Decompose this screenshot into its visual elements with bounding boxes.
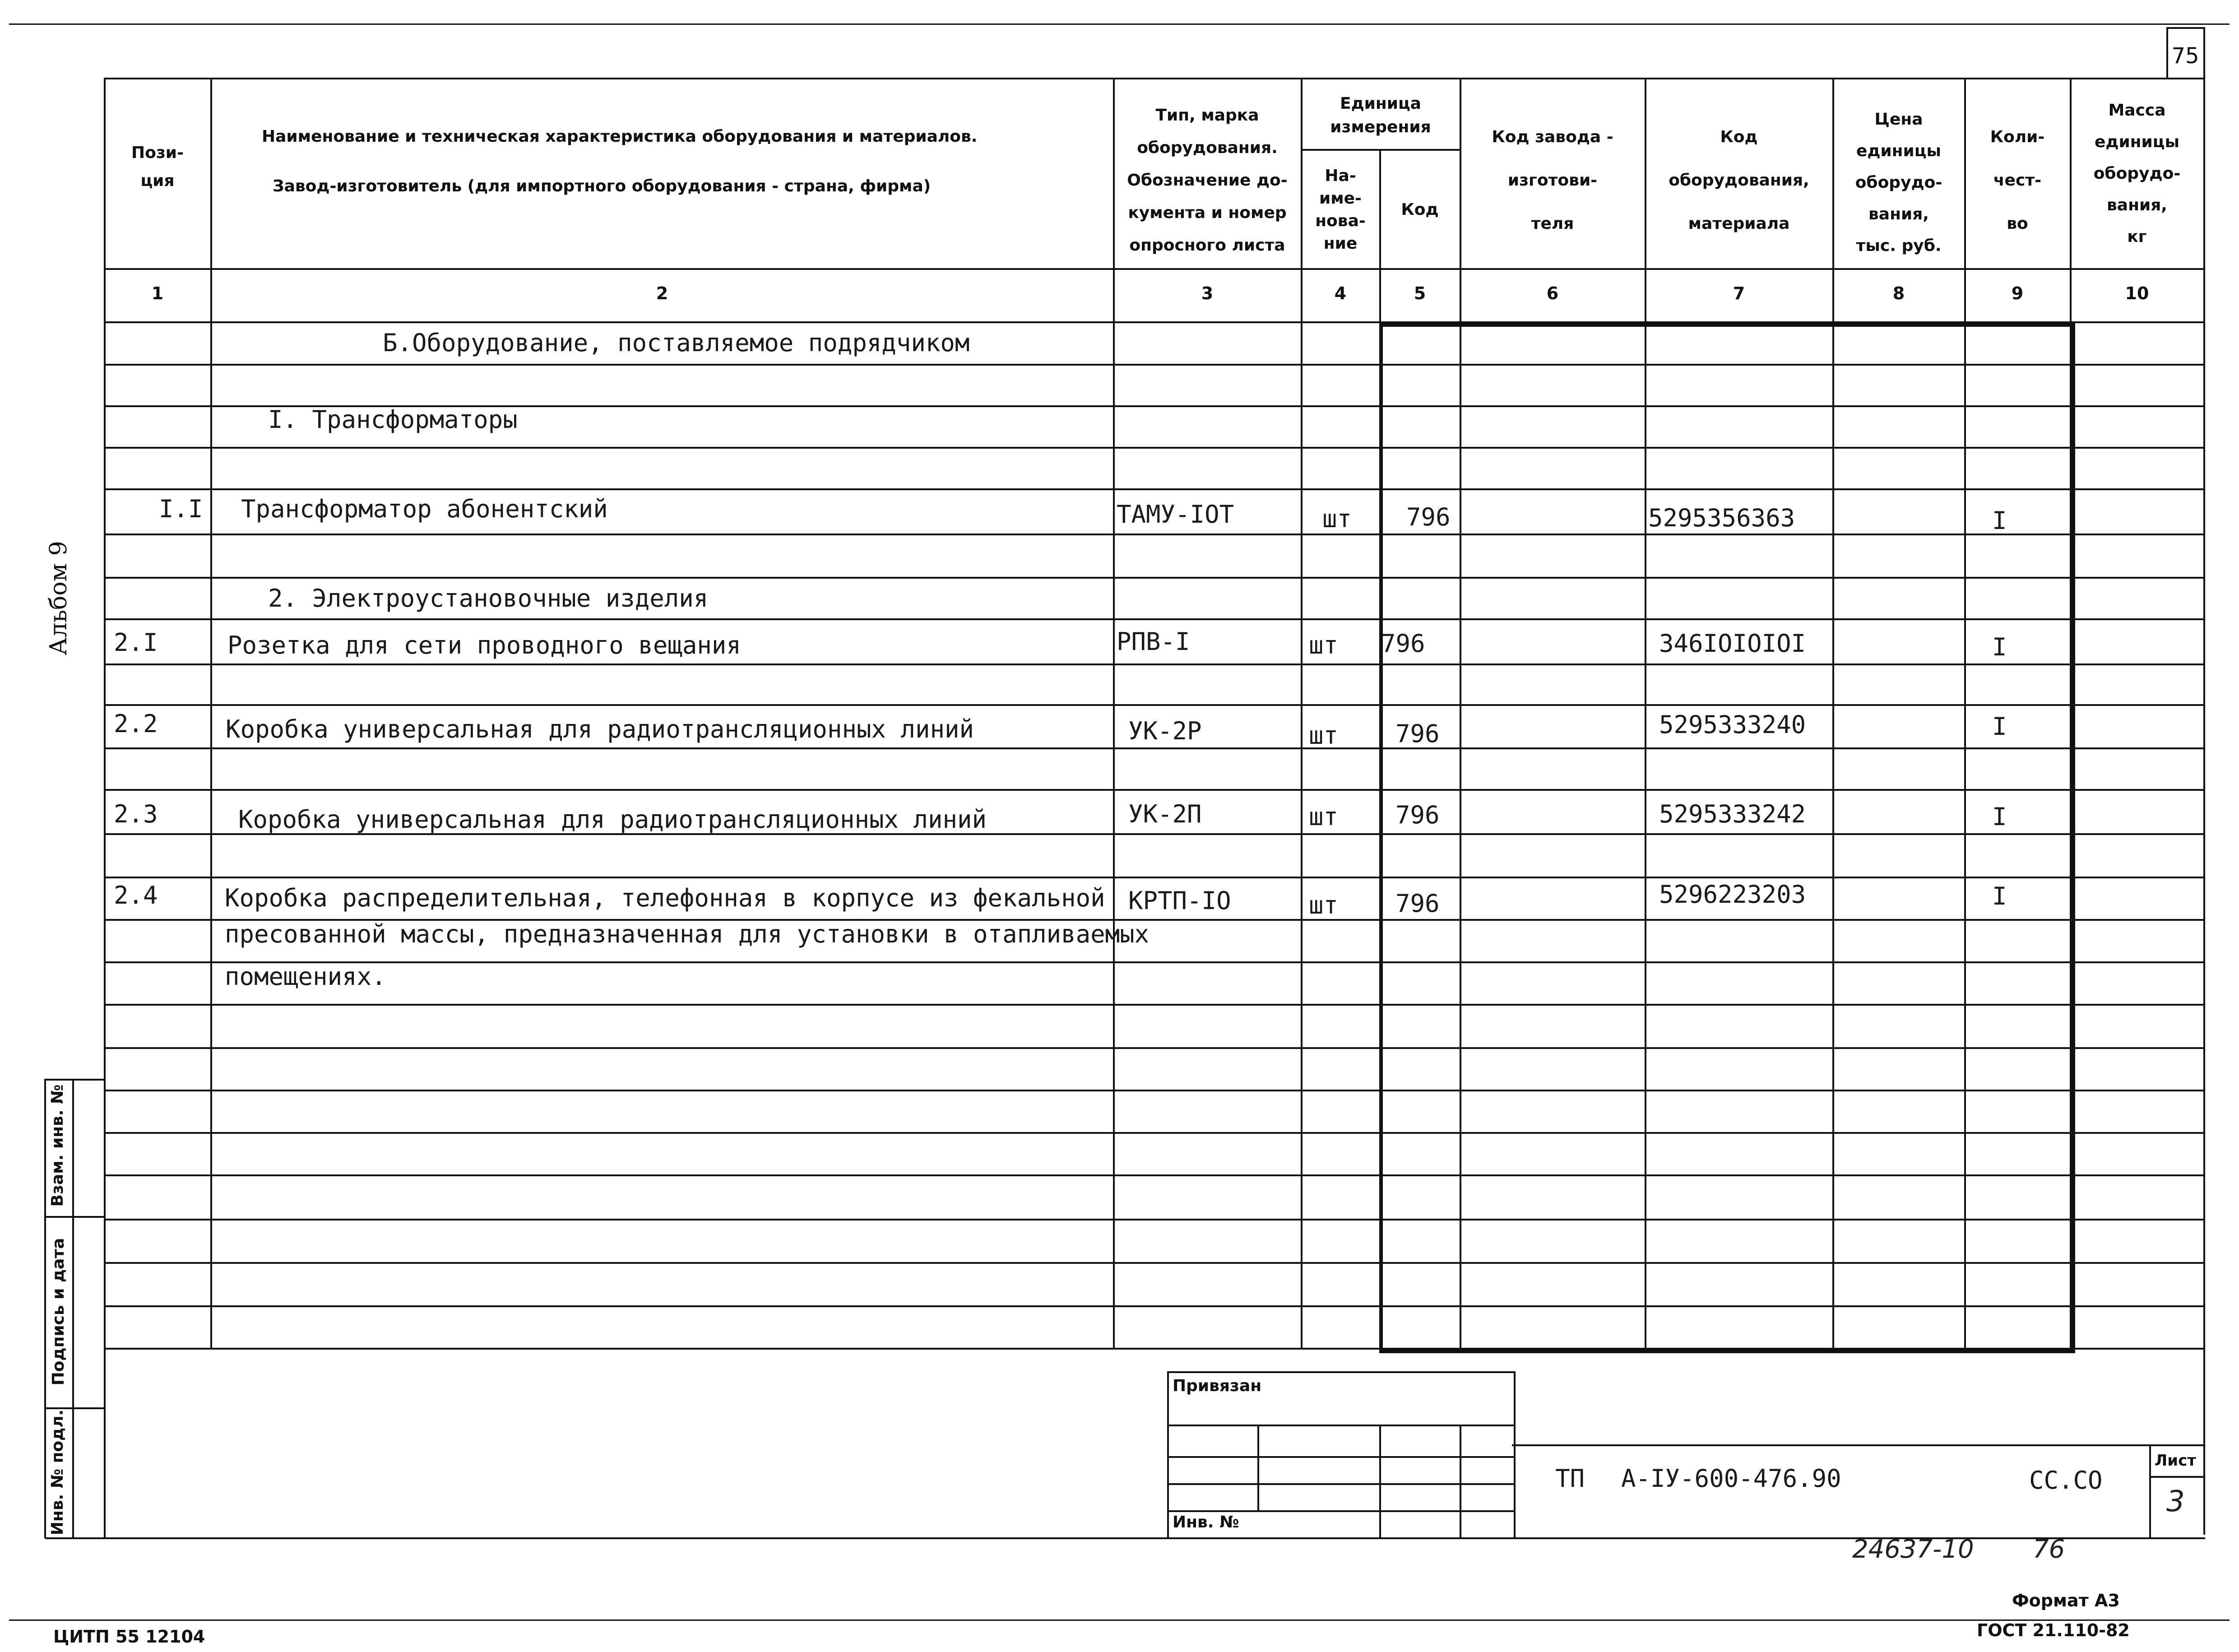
privyazan-line xyxy=(1167,1483,1514,1485)
sheet-box-line xyxy=(2149,1476,2205,1478)
colnum-8: 8 xyxy=(1892,283,1905,303)
row-line xyxy=(104,1132,2203,1134)
item-unit-code: 796 xyxy=(1395,889,1440,918)
row-line xyxy=(104,961,2203,963)
header-price: Цена единицы оборудо- вания, тыс. руб. xyxy=(1855,110,1942,255)
handwritten-page: 76 xyxy=(2033,1535,2065,1564)
side-stamp-divider xyxy=(72,1079,74,1538)
row-line xyxy=(104,1262,2203,1264)
inv-no-label: Инв. № xyxy=(1173,1513,1239,1531)
item-type: УК-2П xyxy=(1128,800,1202,828)
header-equipment-code: Код оборудования, материала xyxy=(1669,128,1809,233)
outer-bottom-line xyxy=(9,1620,2230,1621)
row-line xyxy=(104,747,2203,749)
row-line xyxy=(104,488,2203,490)
doc-prefix: ТП xyxy=(1555,1464,1585,1493)
item-name: Коробка распределительная, телефонная в корпусе из фекальной xyxy=(225,884,1105,912)
privyazan-label: Привязан xyxy=(1173,1377,1262,1395)
side-stamp-line xyxy=(44,1216,106,1218)
row-line xyxy=(104,577,2203,579)
item-quantity: I xyxy=(1992,633,2007,661)
colnum-7: 7 xyxy=(1733,283,1745,303)
item-unit-code: 796 xyxy=(1406,503,1451,531)
side-stamp-vzam: Взам. инв. № xyxy=(48,1084,67,1207)
item-unit-code: 796 xyxy=(1395,719,1440,748)
item-position: 2.I xyxy=(114,628,158,657)
item-name: Трансформатор абонентский xyxy=(241,495,608,523)
item-name-line2: пресованной массы, предназначенная для установки в отапливаемых xyxy=(225,920,1150,948)
row-line xyxy=(104,447,2203,449)
page-box-top xyxy=(2166,27,2205,29)
row-line xyxy=(104,1004,2203,1006)
item-unit: шт xyxy=(1322,505,1352,533)
item-type: РПВ-I xyxy=(1117,627,1190,656)
header-mass: Масса единицы оборудо- вания, кг xyxy=(2093,101,2181,246)
header-bottom-line xyxy=(104,268,2203,270)
row-line xyxy=(104,534,2203,535)
row-line xyxy=(104,877,2203,878)
top-edge-line xyxy=(9,23,2230,25)
item-name: Розетка для сети проводного вещания xyxy=(227,631,741,659)
item-code: 5295333240 xyxy=(1659,710,1806,739)
footer-left: ЦИТП 55 12104 xyxy=(53,1627,205,1647)
item-name: Коробка универсальная для радиотрансляционных линий xyxy=(238,805,987,834)
page-box-left xyxy=(2166,27,2168,79)
row-line xyxy=(104,364,2203,366)
item-quantity: I xyxy=(1992,882,2007,910)
header-position: Пози- ция xyxy=(131,144,184,190)
item-unit: шт xyxy=(1309,891,1339,919)
header-name-line2: Завод-изготовитель (для импортного оборудования - страна, фирма) xyxy=(273,177,931,195)
item-quantity: I xyxy=(1992,506,2007,535)
privyazan-vline xyxy=(1257,1425,1259,1510)
item-quantity: I xyxy=(1992,803,2007,831)
row-line xyxy=(104,664,2203,665)
privyazan-vline xyxy=(1460,1425,1461,1537)
item-code: 5296223203 xyxy=(1659,880,1806,909)
colnum-5: 5 xyxy=(1414,283,1426,303)
item-position: I.I xyxy=(159,495,203,523)
section-b-title: Б.Оборудование, поставляемое подрядчиком xyxy=(383,329,970,357)
row-line xyxy=(104,618,2203,620)
doc-number: А-IУ-600-476.90 xyxy=(1621,1464,1841,1493)
item-type: ТАМУ-IOТ xyxy=(1117,500,1234,529)
row-line xyxy=(104,1348,2203,1350)
privyazan-line xyxy=(1167,1425,1514,1426)
item-unit-code: 796 xyxy=(1395,801,1440,829)
row-line xyxy=(104,1219,2203,1220)
colnum-9: 9 xyxy=(2011,283,2024,303)
header-quantity: Коли- чест- во xyxy=(1990,128,2045,233)
album-label: Альбом 9 xyxy=(45,541,72,655)
privyazan-line xyxy=(1167,1456,1514,1458)
side-stamp-inv: Инв. № подл. xyxy=(48,1409,67,1536)
section-1-title: I. Трансформаторы xyxy=(268,405,518,434)
header-type: Тип, марка оборудования. Обозначение до- кумента и номер опросного листа xyxy=(1127,106,1288,255)
section-2-title: 2. Электроустановочные изделия xyxy=(268,584,709,613)
item-unit: шт xyxy=(1309,631,1339,659)
item-position: 2.4 xyxy=(114,881,158,910)
colnum-3: 3 xyxy=(1201,283,1214,303)
row-line xyxy=(104,789,2203,791)
colnum-10: 10 xyxy=(2125,283,2149,303)
col-line-3 xyxy=(1301,78,1303,1350)
item-unit-code: 796 xyxy=(1381,629,1425,658)
item-name: Коробка универсальная для радиотрансляционных линий xyxy=(226,715,974,743)
item-unit: шт xyxy=(1309,803,1339,831)
col-line-2 xyxy=(1113,78,1115,1350)
header-unit-code: Код xyxy=(1401,200,1439,219)
title-block-top xyxy=(1512,1444,2205,1446)
item-name-line3: помещениях. xyxy=(225,962,386,991)
thick-block-frame xyxy=(1379,323,2075,1353)
item-code: 5295333242 xyxy=(1659,800,1806,828)
colnum-4: 4 xyxy=(1334,283,1347,303)
row-line xyxy=(104,1305,2203,1307)
item-position: 2.3 xyxy=(114,800,158,828)
item-type: УК-2Р xyxy=(1128,717,1202,745)
frame-top xyxy=(104,78,2203,79)
colnum-6: 6 xyxy=(1546,283,1559,303)
sheet-number: 3 xyxy=(2166,1485,2185,1518)
item-type: КРТП-IO xyxy=(1128,886,1231,915)
frame-right xyxy=(2203,27,2205,1535)
footer-gost: ГОСТ 21.110-82 xyxy=(1977,1620,2130,1640)
privyazan-vline xyxy=(1379,1425,1381,1537)
item-code: 346IOIOIOI xyxy=(1659,629,1806,658)
handwritten-number: 24637-10 xyxy=(1852,1535,1974,1564)
col-line-1 xyxy=(210,78,212,1350)
doc-code: СС.СО xyxy=(2029,1466,2103,1494)
colnum-1: 1 xyxy=(151,283,164,303)
item-unit: шт xyxy=(1309,721,1339,750)
sheet-label: Лист xyxy=(2155,1452,2196,1470)
row-line xyxy=(104,1174,2203,1176)
side-stamp-podpis: Подпись и дата xyxy=(49,1238,68,1386)
privyazan-box xyxy=(1167,1371,1516,1537)
header-unit-name: На- име- нова- ние xyxy=(1315,167,1366,253)
item-code: 5295356363 xyxy=(1648,504,1795,532)
header-factory-code: Код завода - изготови- теля xyxy=(1492,128,1613,233)
footer-format: Формат А3 xyxy=(2012,1591,2120,1610)
colnum-2: 2 xyxy=(656,283,668,303)
privyazan-line xyxy=(1167,1510,1514,1512)
item-quantity: I xyxy=(1992,712,2007,741)
header-unit-group: Единица измерения xyxy=(1330,94,1431,136)
row-line xyxy=(104,1090,2203,1091)
header-name-line1: Наименование и техническая характеристика оборудования и материалов. xyxy=(262,127,978,146)
sheet-box-left xyxy=(2149,1444,2151,1537)
row-line xyxy=(104,1047,2203,1049)
page-number: 75 xyxy=(2171,43,2199,69)
item-position: 2.2 xyxy=(114,710,158,738)
row-line xyxy=(104,704,2203,706)
